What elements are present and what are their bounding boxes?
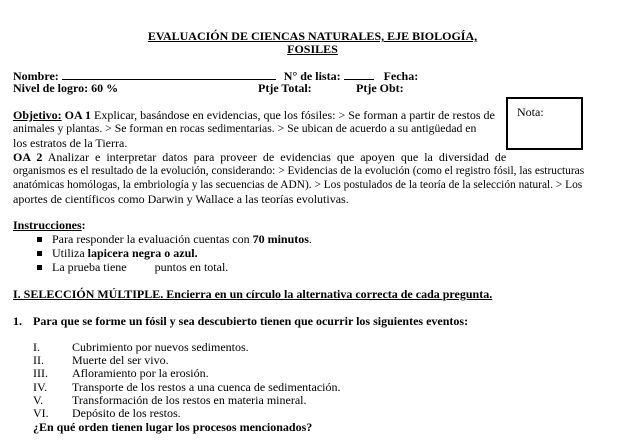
instruction-text-end: . (308, 232, 312, 246)
list-number-field[interactable] (344, 68, 374, 80)
oa2-text-3: anatómicas homólogas, la embriología y las secuencias de ADN). > Los postulados de la teoría de la selección natural. > Los (13, 179, 583, 191)
event-text: Afloramiento por la erosión. (72, 366, 209, 380)
instruction-item (52, 260, 228, 274)
question-number: 1. (13, 314, 22, 328)
objective-label: Objetivo: (13, 108, 62, 122)
event-numeral: V. (33, 393, 44, 407)
question-prompt: ¿En qué orden tienen lugar los procesos mencionados? (33, 420, 313, 434)
list-number-label: N° de lista: (283, 69, 341, 83)
question-text: Para que se forme un fósil y sea descubierto tienen que ocurrir los siguientes eventos: (33, 314, 469, 328)
bullet-icon (37, 251, 42, 256)
date-label: Fecha: (383, 69, 419, 83)
oa2-text-1: Analizar e interpretar datos para proveer de evidencias que apoyen que la diversidad de (47, 150, 507, 164)
achievement-level: Nivel de logro: 60 % (13, 81, 119, 95)
bullet-icon (37, 265, 42, 270)
oa1-text-1: Explicar, basándose en evidencias, que los fósiles: > Se forman a partir de restos de (94, 108, 495, 122)
event-numeral: III. (33, 366, 48, 380)
objective-oa2-line1 (13, 150, 506, 164)
total-score-label: Ptje Total: (258, 81, 312, 95)
bullet-icon (37, 237, 42, 242)
oa2-text-4: aportes de científicos como Darwin y Wallace a las teorías evolutivas. (13, 192, 349, 206)
document-title-line2: FOSILES (287, 42, 338, 56)
event-numeral: II. (33, 353, 44, 367)
obtained-score-label: Ptje Obt: (356, 81, 404, 95)
instructions-heading-text: Instrucciones (13, 218, 82, 232)
instruction-text: La prueba tiene (52, 260, 127, 274)
name-label: Nombre: (13, 69, 59, 83)
oa1-text-2: animales y plantas. > Se forman en rocas sedimentarias. > Se ubican de acuerdo a su antigüedad en (13, 122, 477, 135)
event-text: Transporte de los restos a una cuenca de sedimentación. (72, 380, 341, 394)
oa2-code: OA 2 (13, 150, 43, 164)
oa1-code: OA 1 (64, 108, 91, 122)
section-heading: I. SELECCIÓN MÚLTIPLE. Encierra en un círculo la alternativa correcta de cada pregunta. (13, 287, 493, 301)
grade-label: Nota: (517, 105, 544, 119)
oa2-text-2: organismos es el resultado de la evolución, considerando: > Evidencias de la evolución (como el registro fósil, las estructuras (13, 165, 585, 177)
instruction-bold: lapicera negra o azul. (87, 246, 198, 260)
instruction-item (52, 246, 198, 260)
event-numeral: IV. (33, 380, 48, 394)
instruction-bold: 70 minutos (252, 232, 309, 246)
event-numeral: VI. (33, 406, 49, 420)
event-text: Muerte del ser vivo. (72, 353, 169, 367)
name-field[interactable] (62, 68, 276, 80)
instruction-text: Utiliza (52, 246, 88, 260)
instructions-heading (13, 218, 86, 232)
document-title-line1: EVALUACIÓN DE CIENCAS NATURALES, EJE BIOLOGÍA, (147, 29, 478, 43)
instruction-text: Para responder la evaluación cuentas con (52, 232, 253, 246)
instruction-text-end: puntos en total. (154, 260, 229, 274)
grade-box[interactable] (506, 97, 583, 150)
objective-oa1-line1 (13, 108, 499, 122)
event-text: Transformación de los restos en materia mineral. (72, 393, 307, 407)
instructions-heading-colon: : (81, 218, 86, 232)
event-numeral: I. (33, 340, 40, 354)
instruction-item (52, 232, 312, 246)
oa1-text-3: los estratos de la Tierra. (13, 136, 128, 150)
event-text: Cubrimiento por nuevos sedimentos. (72, 340, 249, 354)
event-text: Depósito de los restos. (72, 406, 181, 420)
